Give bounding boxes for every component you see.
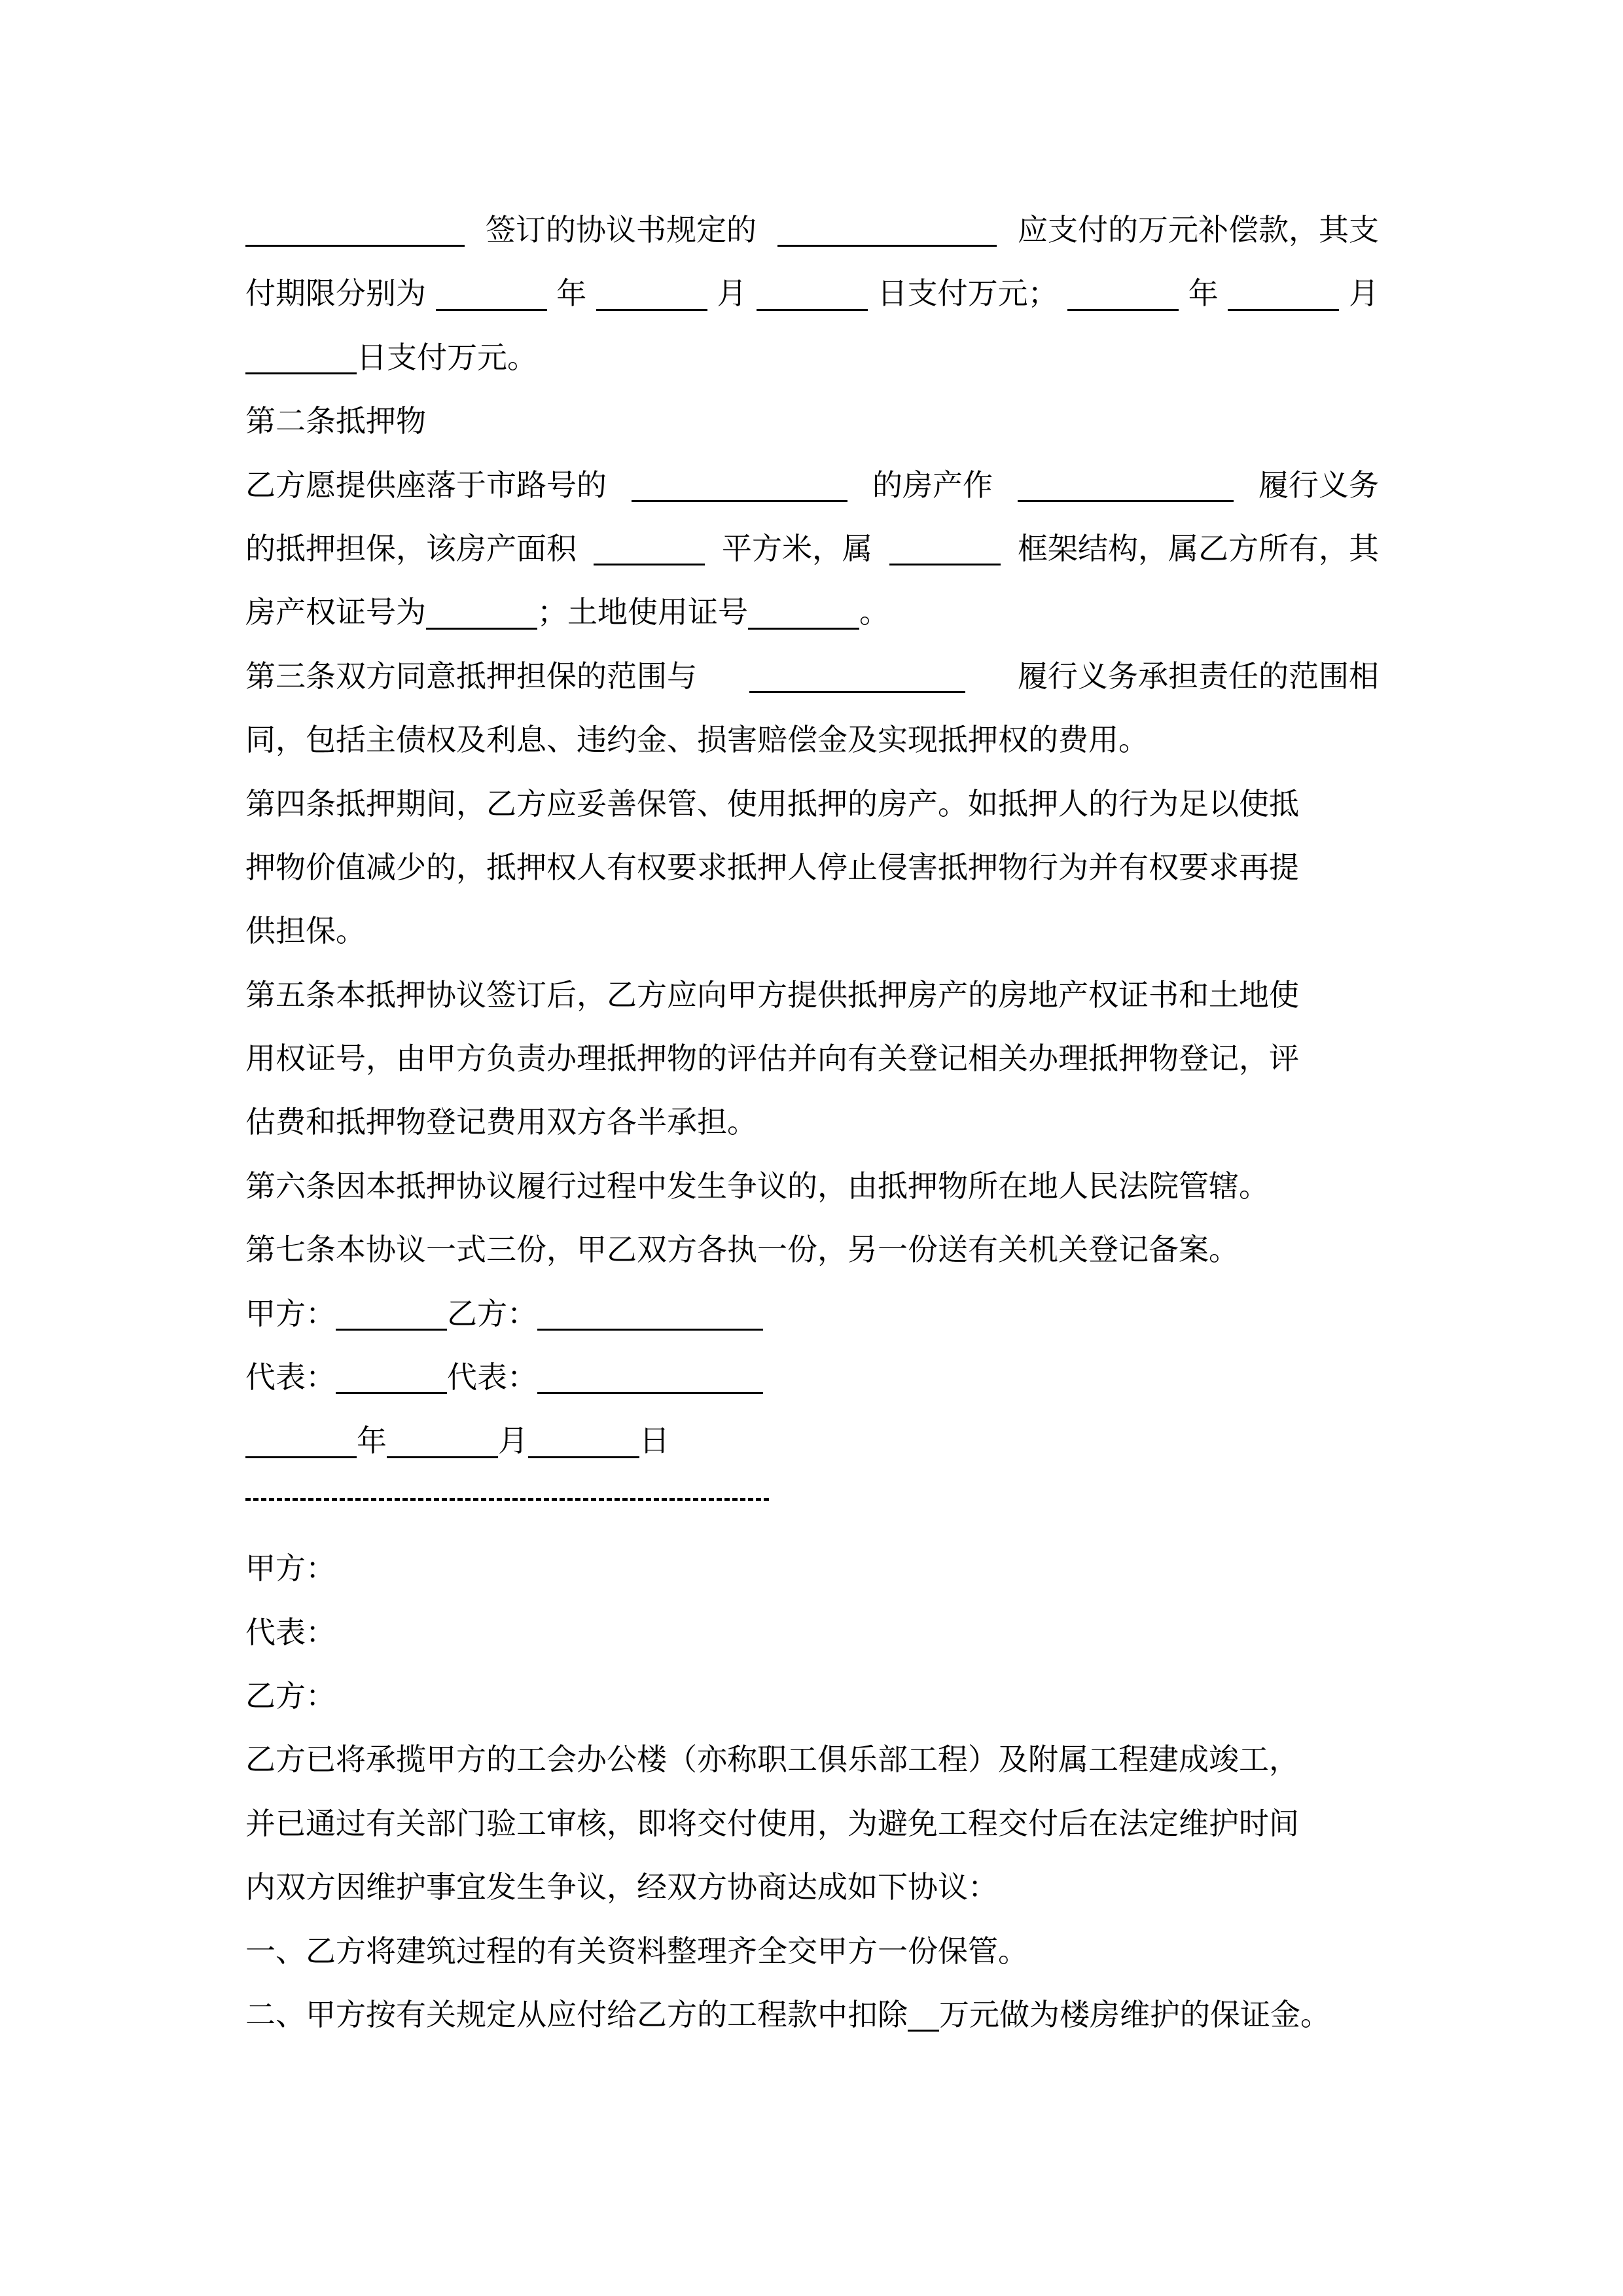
doc-line-14: [245, 1027, 1379, 1090]
doc-line-11: [245, 836, 1379, 899]
text-segment: 的房产作: [872, 467, 993, 503]
text-segment: 年: [556, 276, 587, 312]
text-segment: 第三条双方同意抵押担保的范围与: [245, 658, 697, 694]
area-blank[interactable]: [594, 544, 705, 565]
rep-a-label: 代表：: [245, 1359, 336, 1395]
agreement-item-2: [245, 1983, 1379, 2047]
text-segment: 一、乙方将建筑过程的有关资料整理齐全交甲方一份保管。: [245, 1933, 1028, 1969]
text-segment: 第五条本抵押协议签订后，乙方应向甲方提供抵押房产的房地产权证书和土地使: [245, 977, 1299, 1013]
doc-line-12: [245, 899, 1379, 963]
day-label: 日: [639, 1423, 669, 1459]
text-segment: 二、甲方按有关规定从应付给乙方的工程款中扣除: [245, 1996, 908, 2032]
month-blank[interactable]: [387, 1437, 498, 1458]
second-representative-row: [245, 1601, 1379, 1664]
dashed-divider-line: [245, 1498, 769, 1501]
text-segment: 平方米，属: [722, 530, 872, 566]
signature-date-row: [245, 1409, 1379, 1473]
deposit-amount-blank[interactable]: [908, 2010, 939, 2032]
text-segment: 框架结构，属乙方所有，其: [1018, 530, 1379, 566]
doc-line-2: [245, 262, 1379, 325]
party-b-label: 乙方：: [447, 1295, 537, 1331]
text-segment: 用权证号，由甲方负责办理抵押物的评估并向有关登记相关办理抵押物登记，评: [245, 1041, 1299, 1077]
doc-line-16: [245, 1155, 1379, 1218]
doc-line-1: [245, 198, 1379, 262]
document-page: [245, 198, 1379, 2047]
text-segment: ；土地使用证号: [537, 594, 748, 630]
text-segment: 日支付万元；: [877, 276, 1058, 312]
doc-line-9: [245, 708, 1379, 772]
party-a-label: 甲方：: [245, 1551, 336, 1587]
fill-blank[interactable]: [749, 672, 965, 693]
intro-line-3: [245, 1856, 1379, 1919]
party-b-label: 乙方：: [245, 1677, 336, 1713]
signature-representatives-row: [245, 1346, 1379, 1409]
doc-line-13: [245, 963, 1379, 1027]
day-blank[interactable]: [757, 289, 868, 311]
year-blank[interactable]: [245, 1437, 357, 1458]
text-segment: 年: [1188, 276, 1219, 312]
text-segment: 房产权证号为: [245, 594, 426, 630]
text-segment: 付期限分别为: [245, 276, 426, 312]
month-label: 月: [498, 1423, 528, 1459]
text-segment: 估费和抵押物登记费用双方各半承担。: [245, 1104, 757, 1140]
intro-line-2: [245, 1792, 1379, 1856]
day-blank[interactable]: [245, 353, 357, 374]
text-segment: 月: [717, 276, 747, 312]
text-segment: 第四条抵押期间，乙方应妥善保管、使用抵押的房产。如抵押人的行为足以使抵: [245, 785, 1299, 821]
doc-line-5: [245, 454, 1379, 517]
month-blank[interactable]: [596, 289, 707, 311]
year-blank[interactable]: [436, 289, 547, 311]
second-party-a-row: [245, 1537, 1379, 1600]
article-2-heading: [245, 389, 1379, 453]
doc-line-3: [245, 326, 1379, 389]
text-segment: 万元做为楼房维护的保证金。: [939, 1996, 1330, 2032]
text-segment: 。: [859, 594, 889, 630]
text-segment: 供担保。: [245, 913, 366, 949]
text-segment: 第二条抵押物: [245, 403, 426, 439]
month-blank[interactable]: [1228, 289, 1339, 311]
rep-a-signature-field[interactable]: [336, 1372, 447, 1394]
text-segment: 履行义务: [1258, 467, 1379, 503]
agreement-item-1: [245, 1920, 1379, 1983]
doc-line-6: [245, 517, 1379, 581]
fill-blank[interactable]: [1018, 480, 1234, 502]
text-segment: 第六条因本抵押协议履行过程中发生争议的，由抵押物所在地人民法院管辖。: [245, 1168, 1269, 1204]
fill-blank[interactable]: [777, 225, 997, 247]
rep-b-label: 代表：: [447, 1359, 537, 1395]
rep-b-signature-field[interactable]: [537, 1372, 763, 1394]
day-blank[interactable]: [528, 1437, 639, 1458]
intro-line-1: [245, 1728, 1379, 1791]
text-segment: 押物价值减少的，抵押权人有权要求抵押人停止侵害抵押物行为并有权要求再提: [245, 849, 1299, 885]
representative-label: 代表：: [245, 1614, 336, 1650]
doc-line-15: [245, 1090, 1379, 1154]
property-cert-blank[interactable]: [426, 608, 537, 630]
text-segment: 的抵押担保，该房产面积: [245, 530, 577, 566]
text-segment: 签订的协议书规定的: [486, 212, 757, 247]
land-cert-blank[interactable]: [748, 608, 859, 630]
text-segment: 并已通过有关部门验工审核，即将交付使用，为避免工程交付后在法定维护时间: [245, 1805, 1299, 1841]
text-segment: 第七条本协议一式三份，甲乙双方各执一份，另一份送有关机关登记备案。: [245, 1232, 1239, 1268]
structure-blank[interactable]: [889, 544, 1001, 565]
fill-blank[interactable]: [245, 225, 465, 247]
text-segment: 乙方愿提供座落于市路号的: [245, 467, 607, 503]
text-segment: 乙方已将承揽甲方的工会办公楼（亦称职工俱乐部工程）及附属工程建成竣工，: [245, 1742, 1299, 1778]
section-divider: [245, 1473, 1379, 1537]
text-segment: 同，包括主债权及利息、违约金、损害赔偿金及实现抵押权的费用。: [245, 722, 1149, 758]
text-segment: 月: [1348, 276, 1379, 312]
party-a-label: 甲方：: [245, 1295, 336, 1331]
second-party-b-row: [245, 1664, 1379, 1728]
text-segment: 应支付的万元补偿款，其支: [1018, 212, 1379, 247]
signature-parties-row: [245, 1282, 1379, 1346]
fill-blank[interactable]: [632, 480, 847, 502]
party-a-signature-field[interactable]: [336, 1309, 447, 1331]
party-b-signature-field[interactable]: [537, 1309, 763, 1331]
doc-line-7: [245, 581, 1379, 644]
doc-line-10: [245, 772, 1379, 836]
text-segment: 内双方因维护事宜发生争议，经双方协商达成如下协议：: [245, 1869, 998, 1905]
year-blank[interactable]: [1067, 289, 1179, 311]
doc-line-17: [245, 1218, 1379, 1282]
text-segment: 日支付万元。: [357, 339, 537, 375]
year-label: 年: [357, 1423, 387, 1459]
text-segment: 履行义务承担责任的范围相: [1018, 658, 1379, 694]
doc-line-8: [245, 645, 1379, 708]
